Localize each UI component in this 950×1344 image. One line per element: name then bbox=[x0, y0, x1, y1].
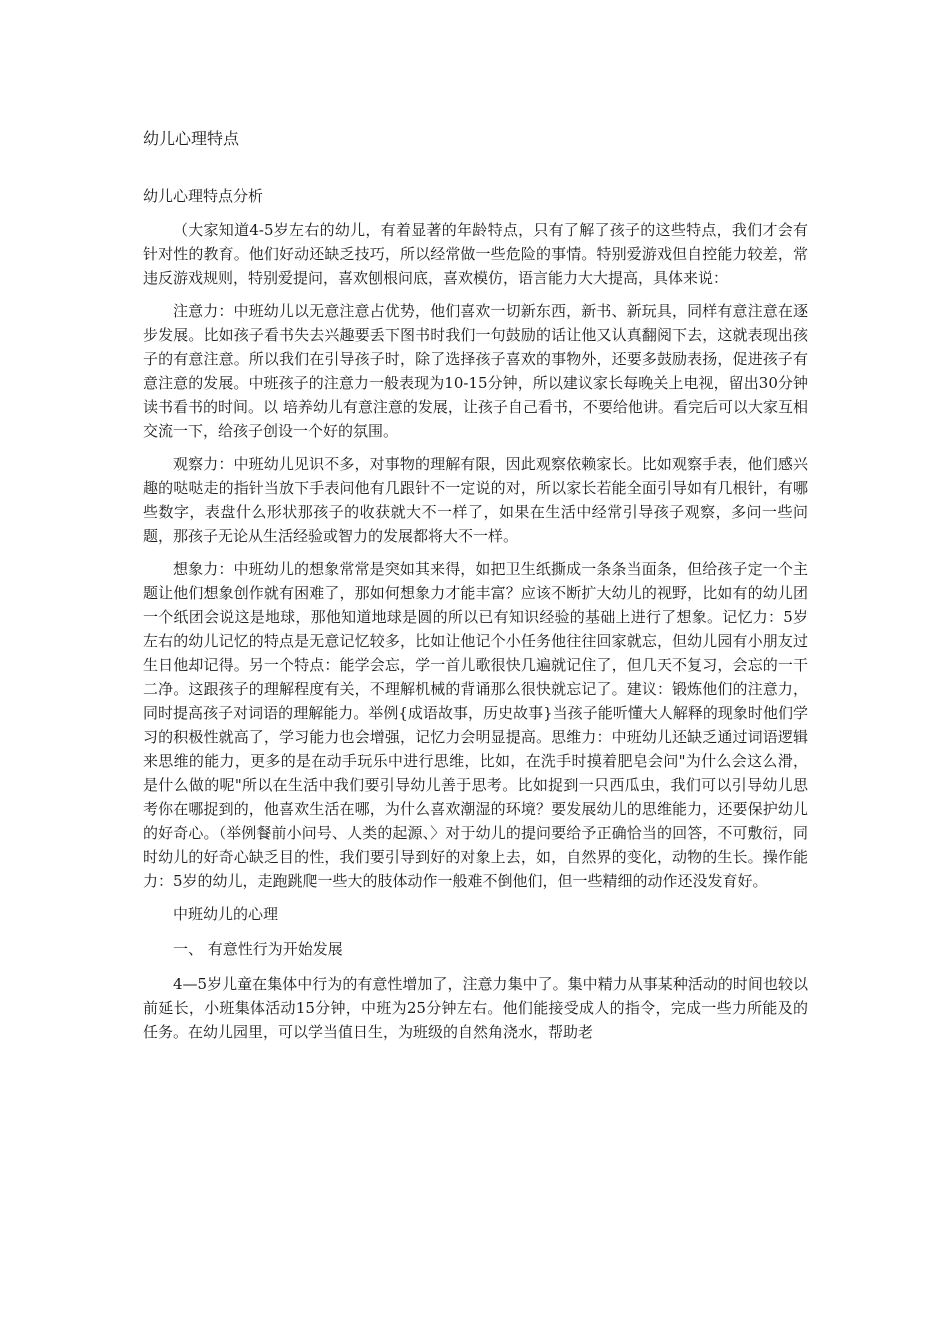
document-subtitle: 幼儿心理特点分析 bbox=[143, 187, 264, 205]
paragraph-intentional-behavior: 4—5岁儿童在集体中行为的有意性增加了，注意力集中了。集中精力从事某种活动的时间也较以前延长，小班集体活动15分钟，中班为25分钟左右。他们能接受成人的指令，完成一些力所能及的任务。在幼儿园里，可以学当值日生，为班级的自然角浇水，帮助老 bbox=[143, 975, 808, 1041]
document-title: 幼儿心理特点 bbox=[143, 129, 240, 148]
sub-heading: 一、 有意性行为开始发展 bbox=[173, 940, 343, 958]
section-heading: 中班幼儿的心理 bbox=[173, 905, 279, 923]
paragraph-attention: 注意力：中班幼儿以无意注意占优势，他们喜欢一切新东西，新书、新玩具，同样有意注意在逐步发展。比如孩子看书失去兴趣要丢下图书时我们一句鼓励的话让他又认真翻阅下去，这就表现出孩子的有意注意。所以我们在引导孩子时，除了选择孩子喜欢的事物外，还要多鼓励表扬，促进孩子有意注意的发展。中班孩子的注意力一般表现为10-15分钟，所以建议家长每晚关上电视，留出30分钟读书看书的时间。以 培养幼儿有意注意的发展，让孩子自己看书，不要给他讲。看完后可以大家互相交流一下，给孩子创设一个好的氛围。 bbox=[143, 302, 808, 440]
paragraph-observation: 观察力：中班幼儿见识不多，对事物的理解有限，因此观察依赖家长。比如观察手表，他们感兴趣的哒哒走的指针当放下手表问他有几跟针不一定说的对，所以家长若能全面引导如有几根针，有哪些数字，表盘什么形状那孩子的收获就大不一样了，如果在生活中经常引导孩子观察，多问一些问题，那孩子无论从生活经验或智力的发展都将大不一样。 bbox=[143, 455, 808, 545]
paragraph-intro: （大家知道4-5岁左右的幼儿，有着显著的年龄特点，只有了解了孩子的这些特点，我们才会有针对性的教育。他们好动还缺乏技巧，所以经常做一些危险的事情。特别爱游戏但自控能力较差，常违反游戏规则，特别爱提问，喜欢刨根问底，喜欢模仿，语言能力大大提高，具体来说： bbox=[143, 221, 808, 287]
document-body bbox=[143, 218, 808, 1053]
paragraph-imagination: 想象力：中班幼儿的想象常常是突如其来得，如把卫生纸撕成一条条当面条，但给孩子定一个主题让他们想象创作就有困难了，那如何想象力才能丰富？应该不断扩大幼儿的视野，比如有的幼儿团一个纸团会说这是地球，那他知道地球是圆的所以已有知识经验的基础上进行了想象。记忆力：5岁左右的幼儿记忆的特点是无意记忆较多，比如让他记个小任务他往往回家就忘，但幼儿园有小朋友过生日他却记得。另一个特点：能学会忘，学一首儿歌很快几遍就记住了，但几天不复习，会忘的一干二净。这跟孩子的理解程度有关，不理解机械的背诵那么很快就忘记了。建议：锻炼他们的注意力，同时提高孩子对词语的理解能力。举例{成语故事，历史故事}当孩子能听懂大人解释的现象时他们学习的积极性就高了，学习能力也会增强，记忆力会明显提高。思维力：中班幼儿还缺乏通过词语逻辑来思维的能力，更多的是在动手玩乐中进行思维，比如，在洗手时摸着肥皂会问"为什么会这么滑，是什么做的呢"所以在生活中我们要引导幼儿善于思考。比如捉到一只西瓜虫，我们可以引导幼儿思考你在哪捉到的，他喜欢生活在哪，为什么喜欢潮湿的环境？要发展幼儿的思维能力，还要保护幼儿的好奇心。（举例餐前小问号、人类的起源、〉对于幼儿的提问要给予正确恰当的回答，不可敷衍，同时幼儿的好奇心缺乏目的性，我们要引导到好的对象上去，如，自然界的变化，动物的生长。操作能力：5岁的幼儿，走跑跳爬一些大的肢体动作一般难不倒他们，但一些精细的动作还没发育好。 bbox=[143, 560, 808, 890]
